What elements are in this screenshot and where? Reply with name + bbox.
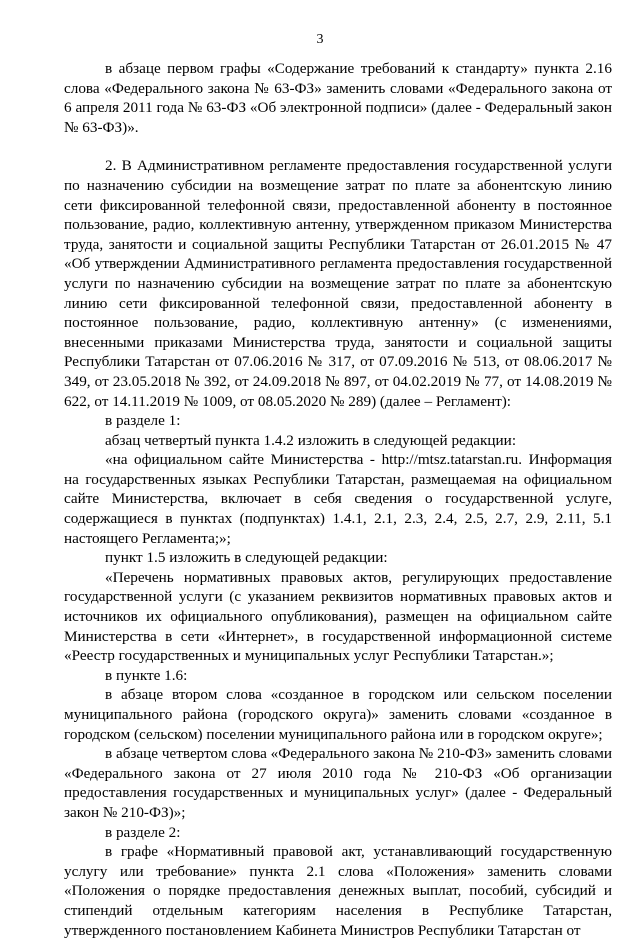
- paragraph-razdel-1: в разделе 1:: [105, 412, 181, 430]
- paragraph-punkt-1-6: в пункте 1.6:: [105, 666, 188, 684]
- paragraph-abzac-1-4-2: абзац четвертый пункта 1.4.2 изложить в следующей редакции:: [105, 431, 517, 449]
- paragraph-perechen: «Перечень нормативных правовых актов, регулирующих предоставление государственной услуги (с указанием реквизитов нормативных правовых актов и источников их официального опубликования), размещен на официальном сайте Министерства в сети «Интернет», в государственной информационной системе «Реестр государственных и муниципальных услуг Республики Татарстан.»;: [64, 568, 612, 665]
- paragraph-abzac-vtoroi: в абзаце втором слова «созданное в городском или сельском поселении муниципального района (городского округа)» заменить словами «созданное в городском (сельском) поселении муниципального района или в городском округе»;: [64, 686, 612, 743]
- document-body: [64, 59, 612, 940]
- paragraph-razdel-2: в разделе 2:: [105, 823, 181, 841]
- paragraph-item-2: 2. В Административном регламенте предоставления государственной услуги по назначению субсидии на возмещение затрат по плате за абонентскую линию сети фиксированной телефонной связи, предоставленной абоненту в постоянное пользование, радио, коллективную антенну, утвержденном приказом Министерства труда, занятости и социальной защиты Республики Татарстан от 26.01.2015 № 47 «Об утверждении Административного регламента предоставления государственной услуги по назначению субсидии на возмещение затрат по плате за абонентскую линию сети фиксированной телефонной связи, предоставленной абоненту в постоянное пользование, радио, коллективную антенну» (с изменениями, внесенными приказами Министерства труда, занятости и социальной защиты Республики Татарстан от 07.06.2016 № 317, от 07.09.2016 № 513, от 08.06.2017 № 349, от 23.05.2018 № 392, от 24.09.2018 № 897, от 04.02.2019 № 77, от 14.08.2019 № 622, от 14.11.2019 № 1009, от 08.05.2020 № 289) (далее – Регламент):: [64, 157, 612, 410]
- paragraph-abzac-chetvertyi: в абзаце четвертом слова «Федерального закона № 210-ФЗ» заменить словами «Федерального закона от 27 июля 2010 года № 210-ФЗ «Об организации предоставления государственных и муниципальных услуг» (далее - Федеральный закон № 210-ФЗ)»;: [64, 745, 612, 821]
- paragraph-punkt-1-5: пункт 1.5 изложить в следующей редакции:: [105, 549, 388, 567]
- paragraph-grafa: в графе «Нормативный правовой акт, устанавливающий государственную услугу или требование» пункта 2.1 слова «Положения» заменить словами «Положения о порядке предоставления денежных выплат, пособий, субсидий и стипендий отдельным категориям населения в Республике Татарстан, утвержденного постановлением Кабинета Министров Республики Татарстан от: [64, 843, 612, 939]
- paragraph-abzac-pervyi: в абзаце первом графы «Содержание требований к стандарту» пункта 2.16 слова «Федерального закона № 63-ФЗ» заменить словами «Федерального закона от 6 апреля 2011 года № 63-ФЗ «Об электронной подписи» (далее - Федеральный закон № 63-ФЗ)».: [64, 60, 612, 136]
- page-number: 3: [316, 32, 324, 47]
- paragraph-oficialnyi-sait: «на официальном сайте Министерства - http://mtsz.tatarstan.ru. Информация на государственных языках Республики Татарстан, размещаемая на официальном сайте Министерства, включает в себя сведения о государственной услуге, содержащиеся в пунктах (подпунктах) 1.4.1, 2.1, 2.3, 2.4, 2.5, 2.7, 2.9, 2.11, 5.1 настоящего Регламента;»;: [64, 451, 612, 547]
